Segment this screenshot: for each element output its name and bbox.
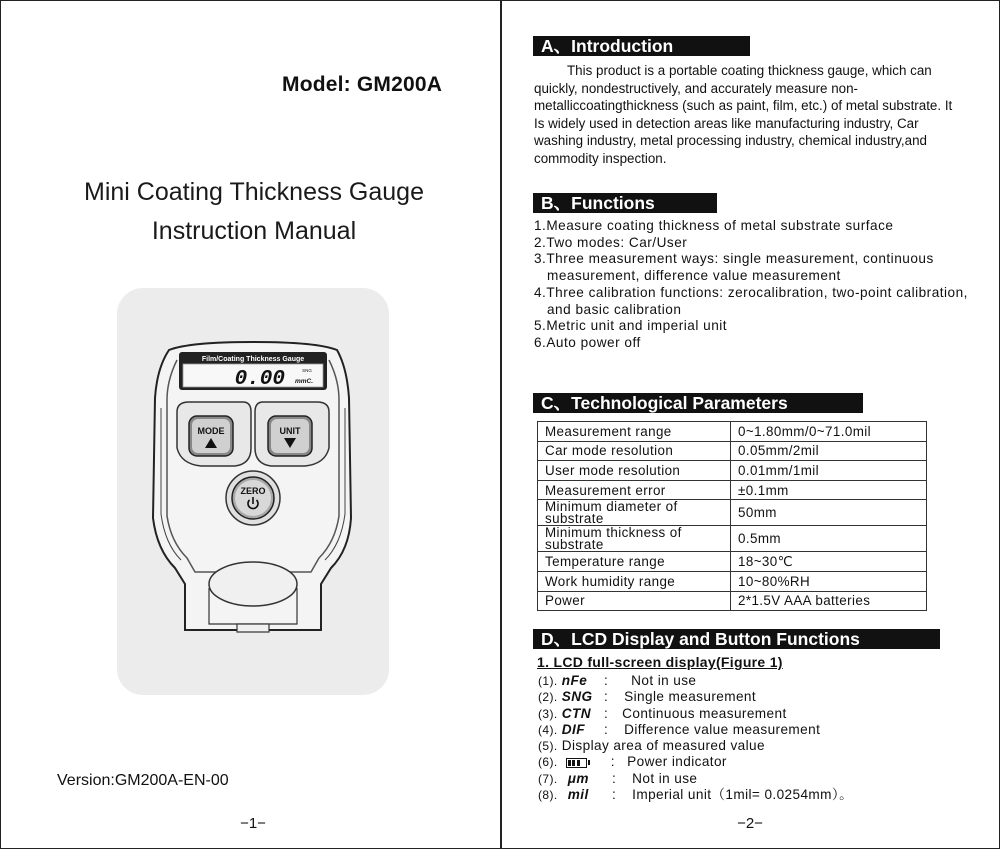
- table-row: [538, 461, 927, 481]
- param-key: Minimum thickness of substrate: [538, 526, 731, 552]
- list-item: [538, 722, 958, 738]
- section-c-heading: C、Technological Parameters: [533, 393, 863, 413]
- lcd-unit: mmC.: [294, 378, 313, 385]
- item-number: (2).: [538, 690, 558, 705]
- item-description: Not in use: [632, 770, 698, 786]
- table-row: [538, 526, 927, 552]
- item-description: Imperial unit（1mil= 0.0254mm）。: [632, 787, 854, 803]
- lcd-items-list: [538, 673, 958, 803]
- table-row: [538, 422, 927, 442]
- param-value: 2*1.5V AAA batteries: [731, 591, 927, 611]
- list-item: 5.Metric unit and imperial unit: [534, 318, 728, 334]
- battery-icon: [566, 758, 587, 768]
- mode-button-label: MODE: [197, 426, 225, 436]
- list-item: 6.Auto power off: [534, 334, 641, 350]
- param-value: 0~1.80mm/0~71.0mil: [731, 422, 927, 442]
- page-number-1: −1−: [240, 815, 266, 832]
- list-item: 4.Three calibration functions: zerocalibration, two-point calibration, and basic calibration: [534, 284, 968, 317]
- section-a-heading: A、Introduction: [533, 36, 750, 56]
- item-number: (8).: [538, 788, 558, 803]
- param-value: 0.5mm: [731, 526, 927, 552]
- section-d-heading: D、LCD Display and Button Functions: [533, 629, 940, 649]
- lcd-value: 0.00: [234, 368, 285, 391]
- battery-cover: [209, 562, 297, 606]
- list-item: 3.Three measurement ways: single measurement, continuous measurement, difference value measurement: [534, 251, 934, 284]
- page-number-2: −2−: [737, 815, 763, 832]
- list-item: 2.Two modes: Car/User: [534, 234, 688, 250]
- list-item: [538, 689, 958, 705]
- item-number: (7).: [538, 771, 558, 786]
- list-item: [538, 787, 958, 803]
- param-key: Power: [538, 591, 731, 611]
- item-symbol: DIF: [561, 721, 585, 737]
- item-description: Not in use: [631, 673, 697, 688]
- item-separator: :: [603, 721, 609, 737]
- item-symbol: SNG: [561, 689, 593, 705]
- unit-button-label: UNIT: [279, 426, 301, 436]
- item-description: Power indicator: [627, 754, 727, 770]
- item-description: Display area of measured value: [561, 738, 765, 754]
- param-value: 0.05mm/2mil: [731, 441, 927, 461]
- lcd-subheading: 1. LCD full-screen display(Figure 1): [537, 654, 783, 670]
- model-title: Model: GM200A: [282, 73, 443, 96]
- list-item: [538, 706, 958, 722]
- item-symbol: μm: [567, 770, 589, 786]
- introduction-paragraph: [534, 62, 954, 167]
- item-symbol: CTN: [561, 705, 591, 721]
- param-value: 50mm: [731, 500, 927, 526]
- param-value: ±0.1mm: [731, 480, 927, 500]
- table-row: [538, 441, 927, 461]
- table-row: [538, 480, 927, 500]
- item-description: Single measurement: [624, 689, 757, 705]
- manual-title-line1: Mini Coating Thickness Gauge: [84, 178, 424, 206]
- param-value: 0.01mm/1mil: [731, 461, 927, 481]
- zero-button-label: ZERO: [240, 486, 266, 496]
- list-item: 1.Measure coating thickness of metal substrate surface: [534, 218, 894, 233]
- list-item: [538, 771, 958, 787]
- param-value: 10~80%RH: [731, 571, 927, 591]
- table-row: [538, 500, 927, 526]
- item-symbol: nFe: [561, 673, 588, 688]
- item-number: (4).: [538, 722, 558, 737]
- param-key: Car mode resolution: [538, 441, 731, 461]
- item-separator: :: [611, 787, 617, 803]
- item-description: Continuous measurement: [622, 705, 787, 721]
- param-key: Measurement range: [538, 422, 731, 442]
- item-separator: :: [603, 673, 609, 688]
- item-separator: :: [611, 770, 617, 786]
- probe-tip: [237, 624, 269, 632]
- table-row: [538, 571, 927, 591]
- item-number: (3).: [538, 706, 558, 721]
- param-key: Minimum diameter of substrate: [538, 500, 731, 526]
- page-divider: [500, 0, 502, 849]
- list-item: [538, 738, 958, 754]
- table-row: [538, 552, 927, 572]
- manual-title-line2: Instruction Manual: [151, 217, 357, 245]
- item-number: (5).: [538, 739, 558, 754]
- version-label: Version:GM200A-EN-00: [57, 772, 229, 789]
- item-separator: :: [610, 754, 615, 770]
- section-b-heading: B、Functions: [533, 193, 717, 213]
- param-key: Temperature range: [538, 552, 731, 572]
- item-symbol: mil: [567, 787, 589, 803]
- gauge-device-illustration: [117, 288, 389, 695]
- list-item: [538, 673, 958, 689]
- parameters-table: [537, 421, 927, 611]
- item-number: (1).: [538, 674, 558, 688]
- introduction-text: This product is a portable coating thickness gauge, which can quickly, nondestructively, and accurately measure non-metalliccoatingthickness (such as paint, film, etc.) of metal substrate. It Is widely used in detection areas like manufacturing industry, Car washing industry, metal processing industry, chemical industry,and commodity inspection.: [534, 63, 953, 166]
- list-item: [538, 754, 958, 770]
- device-header-label: Film/Coating Thickness Gauge: [201, 356, 305, 363]
- param-value: 18~30℃: [731, 552, 927, 572]
- lcd-mode: SNG: [302, 368, 312, 373]
- functions-list: [534, 218, 974, 352]
- item-number: (6).: [538, 755, 558, 770]
- param-key: Work humidity range: [538, 571, 731, 591]
- param-key: User mode resolution: [538, 461, 731, 481]
- table-row: [538, 591, 927, 611]
- item-description: Difference value measurement: [624, 721, 821, 737]
- item-separator: :: [603, 689, 609, 705]
- param-key: Measurement error: [538, 480, 731, 500]
- item-separator: :: [603, 705, 609, 721]
